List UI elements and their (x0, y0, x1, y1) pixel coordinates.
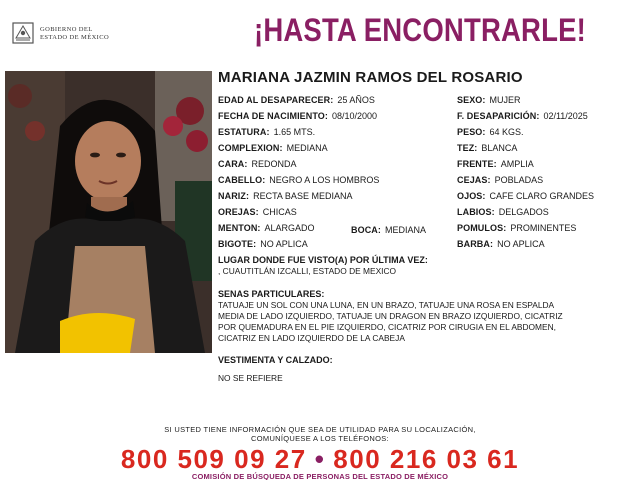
senas-line-3: POR QUEMADURA EN EL PIE IZQUIERDO, CICATRIZ POR CIRUGIA EN EL ABDOMEN, (218, 322, 556, 332)
phone-1: 800 509 09 27 (120, 444, 307, 474)
phone-separator: • (314, 444, 326, 474)
field-peso: PESO: 64 KGS. (457, 127, 524, 137)
phone-2: 800 216 03 61 (333, 444, 520, 474)
vestimenta-value: NO SE REFIERE (218, 373, 283, 383)
field-edad: EDAD AL DESAPARECER: 25 AÑOS (218, 95, 375, 105)
senas-line-1: TATUAJE UN SOL CON UNA LUNA, EN UN BRAZO, TATUAJE UNA ROSA EN ESPALDA (218, 300, 555, 310)
field-bigote: BIGOTE: NO APLICA (218, 239, 308, 249)
senas-line-2: MEDIA DE LADO IZQUIERDO, TATUAJE UN DRAGON EN BRAZO IZQUIERDO, CICATRIZ (218, 311, 563, 321)
field-orejas: OREJAS: CHICAS (218, 207, 297, 217)
field-labios: LABIOS: DELGADOS (457, 207, 549, 217)
field-sexo: SEXO: MUJER (457, 95, 521, 105)
field-pomulos: POMULOS: PROMINENTES (457, 223, 577, 233)
state-seal-icon (10, 20, 36, 46)
field-cara: CARA: REDONDA (218, 159, 297, 169)
field-barba: BARBA: NO APLICA (457, 239, 545, 249)
field-frente: FRENTE: AMPLIA (457, 159, 534, 169)
field-boca: BOCA: MEDIANA (351, 225, 427, 235)
senas-line-4: CICATRIZ EN LADO IZQUIERDO DE LA CABEJA (218, 333, 405, 343)
government-logo (10, 20, 122, 46)
lugar-value: , CUAUTITLÁN IZCALLI, ESTADO DE MEXICO (218, 266, 397, 276)
person-name: MARIANA JAZMIN RAMOS DEL ROSARIO (218, 69, 523, 86)
lugar-label: LUGAR DONDE FUE VISTO(A) POR ÚLTIMA VEZ: (218, 255, 428, 265)
field-complexion: COMPLEXION: MEDIANA (218, 143, 328, 153)
headline: ¡HASTA ENCONTRARLE! (254, 12, 586, 48)
footer-commission: COMISIÓN DE BÚSQUEDA DE PERSONAS DEL ESTADO DE MÉXICO (191, 472, 449, 480)
field-estatura: ESTATURA: 1.65 MTS. (218, 127, 316, 137)
field-fecha-nacimiento: FECHA DE NACIMIENTO: 08/10/2000 (218, 111, 378, 121)
field-tez: TEZ: BLANCA (457, 143, 518, 153)
field-nariz: NARIZ: RECTA BASE MEDIANA (218, 191, 353, 201)
field-cabello: CABELLO: NEGRO A LOS HOMBROS (218, 175, 380, 185)
missing-person-photo (5, 71, 212, 353)
field-ojos: OJOS: CAFE CLARO GRANDES (457, 191, 595, 201)
field-menton: MENTON: ALARGADO (218, 223, 315, 233)
senas-label: SENAS PARTICULARES: (218, 289, 325, 299)
vestimenta-label: VESTIMENTA Y CALZADO: (218, 355, 333, 365)
contact-info-line-2: COMUNÍQUESE A LOS TELÉFONOS: (251, 434, 389, 443)
gov-line-1: GOBIERNO DEL (40, 26, 93, 33)
field-fecha-desaparicion: F. DESAPARICIÓN: 02/11/2025 (457, 111, 588, 121)
gov-line-2: ESTADO DE MÉXICO (40, 34, 110, 41)
field-cejas: CEJAS: POBLADAS (457, 175, 544, 185)
contact-info-line-1: SI USTED TIENE INFORMACIÓN QUE SEA DE UTILIDAD PARA SU LOCALIZACIÓN, (164, 425, 476, 434)
phone-numbers (0, 444, 640, 475)
